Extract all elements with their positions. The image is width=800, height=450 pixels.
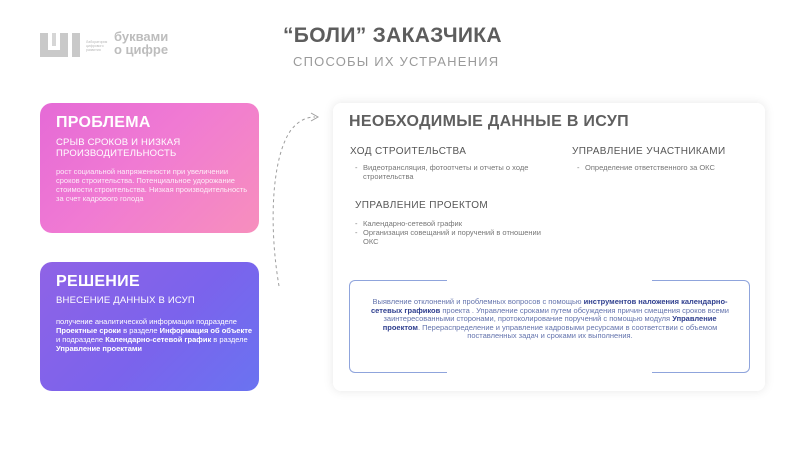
solution-subtitle: ВНЕСЕНИЕ ДАННЫХ В ИСУП — [56, 295, 195, 306]
list-item: - Видеотрансляция, фотоотчеты и отчеты о ходе строительства — [355, 164, 545, 181]
brand-logo — [38, 30, 178, 62]
page-title: “БОЛИ” ЗАКАЗЧИКА — [283, 24, 502, 47]
section-construction-title: ХОД СТРОИТЕЛЬСТВА — [350, 146, 467, 157]
section-project-title: УПРАВЛЕНИЕ ПРОЕКТОМ — [355, 200, 489, 211]
problem-card — [40, 103, 259, 233]
info-box — [349, 280, 750, 373]
list-item: - Календарно-сетевой график — [355, 220, 550, 229]
problem-description: рост социальной напряженности при увеличении сроков строительства. Потенциальное удорожание стоимости строительства. Низкая производительность за счет кадрового голода — [56, 167, 248, 203]
list-item: - Организация совещаний и поручений в отношении ОКС — [355, 229, 550, 246]
section-participants-title: УПРАВЛЕНИЕ УЧАСТНИКАМИ — [572, 146, 726, 157]
dashed-arrow-icon — [265, 108, 325, 288]
brand-name: буквами о цифре — [114, 29, 169, 57]
participants-list — [577, 164, 737, 173]
page-subtitle: СПОСОБЫ ИХ УСТРАНЕНИЯ — [293, 54, 500, 69]
solution-title: РЕШЕНИЕ — [56, 273, 140, 290]
logo-mark-icon — [38, 30, 84, 60]
list-item: - Определение ответственного за ОКС — [577, 164, 737, 173]
brand-small-text: Лаборатория цифрового развития — [86, 40, 108, 52]
solution-description: получение аналитической информации подразделе Проектные сроки в разделе Информация об объекте и подразделе Календарно-сетевой график в разделе Управление проектами — [56, 317, 253, 353]
panel-title: НЕОБХОДИМЫЕ ДАННЫЕ В ИСУП — [349, 113, 629, 130]
project-list — [355, 220, 550, 247]
construction-list — [355, 164, 545, 182]
info-text: Выявление отклонений и проблемных вопросов с помощью инструментов наложения календарно-сетевых графиков проекта . Управление сроками путем обсуждения причин смещения сроков всеми заинтересованными сторонами, протоколирование поручений с помощью модуля Управление проектом. Перераспределение и управление кадровыми ресурсами в соответствии с объемом поставленных задач и сроками их выполнения. — [371, 297, 729, 341]
problem-title: ПРОБЛЕМА — [56, 114, 151, 131]
solution-card — [40, 262, 259, 391]
problem-subtitle: СРЫВ СРОКОВ И НИЗКАЯ ПРОИЗВОДИТЕЛЬНОСТЬ — [56, 137, 181, 159]
